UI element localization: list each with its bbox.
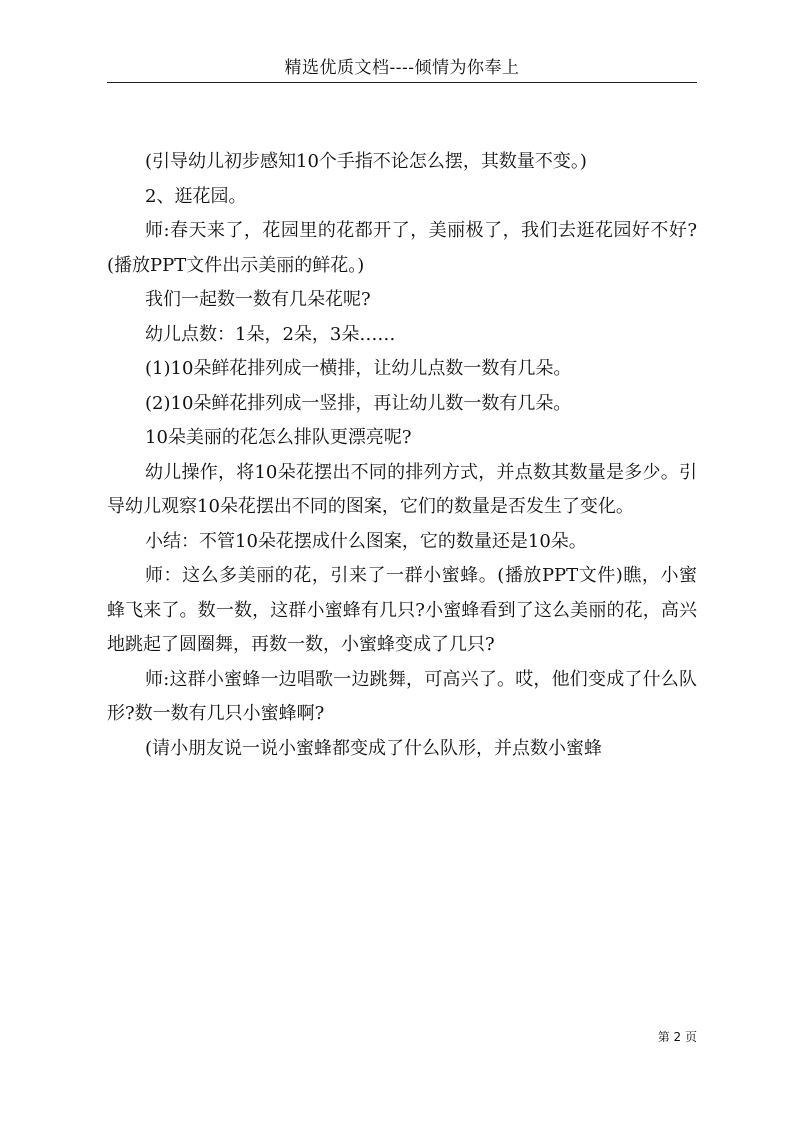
paragraph: 师:春天来了，花园里的花都开了，美丽极了，我们去逛花园好不好?(播放PPT文件出示美丽的鲜花。) bbox=[107, 220, 697, 276]
document-body bbox=[107, 145, 697, 766]
paragraph: 小结：不管10朵花摆成什么图案，它的数量还是10朵。 bbox=[145, 530, 587, 552]
paragraph: 师:这群小蜜蜂一边唱歌一边跳舞，可高兴了。哎，他们变成了什么队形?数一数有几只小蜜蜂啊? bbox=[107, 668, 697, 724]
paragraph: 10朵美丽的花怎么排队更漂亮呢? bbox=[145, 427, 412, 448]
page-number: 第 2 页 bbox=[657, 1030, 697, 1044]
paragraph: (2)10朵鲜花排列成一竖排，再让幼儿数一数有几朵。 bbox=[145, 392, 572, 414]
paragraph: 师：这么多美丽的花，引来了一群小蜜蜂。(播放PPT文件)瞧，小蜜蜂飞来了。数一数，这群小蜜蜂有几只?小蜜蜂看到了这么美丽的花，高兴地跳起了圆圈舞，再数一数，小蜜蜂变成了几只? bbox=[107, 565, 697, 655]
page-header: 精选优质文档----倾情为你奉上 bbox=[284, 58, 520, 78]
header-divider bbox=[107, 82, 697, 83]
paragraph: (1)10朵鲜花排列成一横排，让幼儿点数一数有几朵。 bbox=[145, 358, 572, 379]
paragraph: 我们一起数一数有几朵花呢? bbox=[145, 289, 371, 310]
paragraph: (请小朋友说一说小蜜蜂都变成了什么队形，并点数小蜜蜂 bbox=[145, 737, 603, 759]
paragraph: (引导幼儿初步感知10个手指不论怎么摆，其数量不变。) bbox=[145, 151, 587, 172]
paragraph: 2、逛花园。 bbox=[145, 185, 247, 207]
paragraph: 幼儿操作，将10朵花摆出不同的排列方式，并点数其数量是多少。引导幼儿观察10朵花摆出不同的图案，它们的数量是否发生了变化。 bbox=[107, 461, 697, 517]
paragraph: 幼儿点数：1朵，2朵，3朵…… bbox=[145, 323, 396, 345]
